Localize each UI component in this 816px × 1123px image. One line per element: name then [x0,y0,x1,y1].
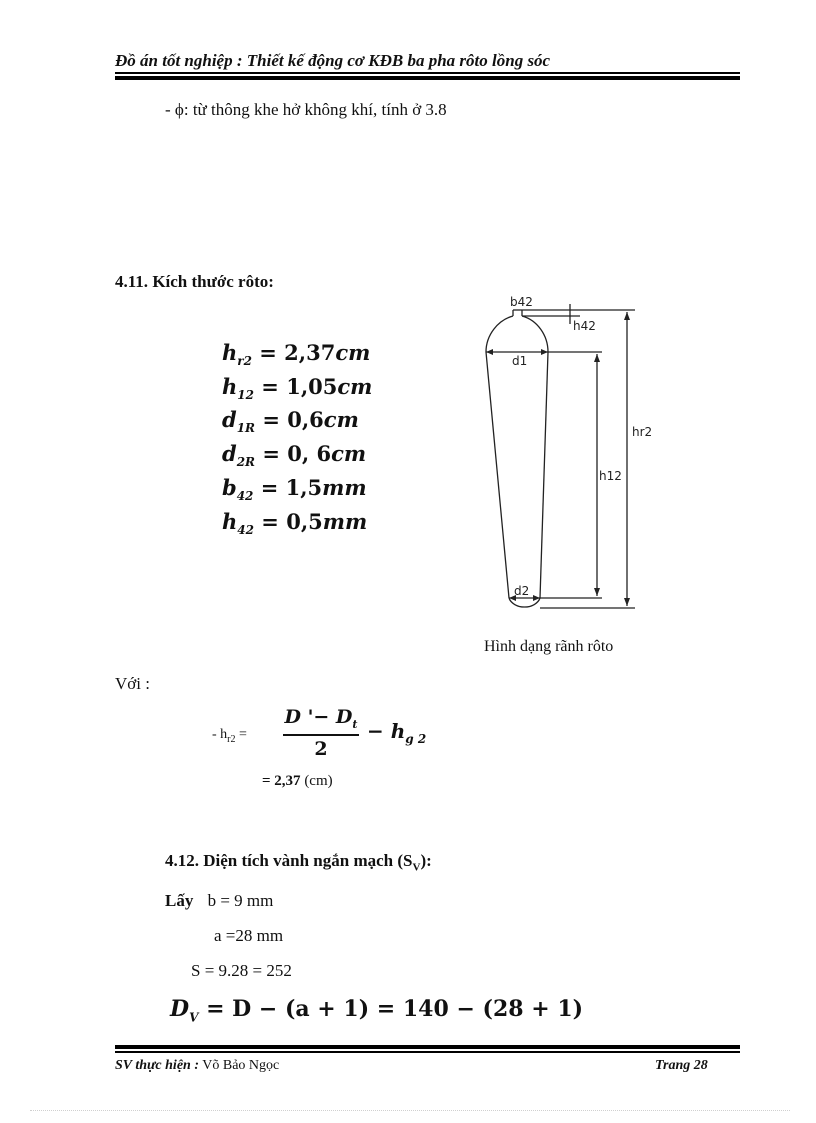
fraction-bar [283,734,359,736]
with-label: Với : [115,674,150,693]
a-value: a =28 mm [214,926,284,945]
hr2-arrow-bottom [624,598,630,606]
hr2-result: = 2,37 (cm) [262,773,333,789]
slot-top-arc-right [522,316,548,352]
section-4-11-title: Kích thước rôto: [152,272,274,291]
document-header-title: Đồ án tốt nghiệp : Thiết kế động cơ KĐB ba pha rôto lồng sóc [115,51,551,70]
take-values-row [165,891,273,911]
slot-side-right [540,352,548,598]
hr2-arrow-top [624,312,630,320]
b-value: b = 9 mm [207,891,274,910]
slot-side-left [486,352,509,598]
dv-formula: $D_V = D - (a + 1) = 140 - (28 + 1)$ [170,996,584,1025]
header-rule-thin [115,72,740,74]
header-rule-thick [115,76,740,80]
hr2-fraction-denominator: 2 [314,738,328,760]
equation-d2r: $d_{2R} = 0$, 6cm [222,441,367,470]
footer-rule-thick [115,1045,740,1049]
h12-arrow-bottom [594,588,600,596]
equation-h42: $h_{42} = 0,5mm$ [222,509,368,538]
d1-arrow-right [541,349,548,355]
hr2-minus-term: − $h_{g 2}$ [367,719,427,746]
equation-hr2: $h_{r2} = 2,37cm$ [222,340,371,369]
label-d2: d2 [514,584,530,598]
hr2-fraction-numerator: D '− $D_t$ [284,706,358,731]
section-4-12-heading: 4.12. Diện tích vành ngắn mạch $(S_V)$: [165,851,432,874]
diagram-caption: Hình dạng rãnh rôto [484,638,614,655]
equation-d1r: $d_{1R} = 0,6cm$ [222,407,359,436]
label-hr2: hr2 [632,425,653,439]
label-h12: h12 [599,469,622,483]
slot-top-arc-left [486,316,513,352]
label-b42: b42 [510,295,533,309]
footer-rule-thin [115,1051,740,1053]
s-value: S = 9.28 = 252 [191,961,292,980]
lay-label: Lấy [165,891,194,910]
h12-arrow-top [594,354,600,362]
section-4-11-heading [115,272,274,292]
rotor-slot-diagram [470,290,680,620]
equation-b42: $b_{42} = 1,5mm$ [222,475,367,504]
flux-note: - ϕ: từ thông khe hở không khí, tính ở 3.8 [165,100,447,119]
section-4-11-number: 4.11. [115,272,149,291]
label-d1: d1 [512,354,528,368]
footer-author: SV thực hiện : Võ Bảo Ngọc [115,1058,280,1073]
hr2-formula-lhs: - $h_{r2}$ = [212,727,247,745]
page-number: Trang 28 [655,1058,708,1073]
page-bottom-dotted-line [30,1110,790,1111]
label-h42: h42 [573,319,596,333]
d1-arrow-left [486,349,493,355]
equation-h12: $h_{12} = 1,05cm$ [222,374,373,403]
